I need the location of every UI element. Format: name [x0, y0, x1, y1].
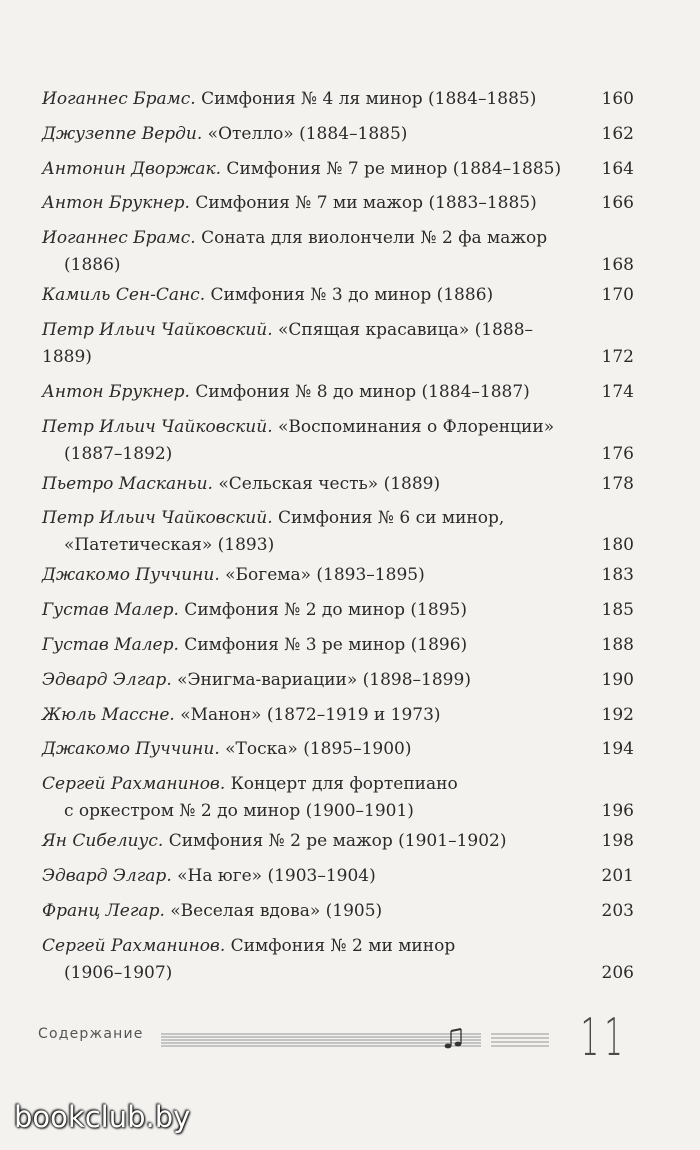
work-title: Симфония № 3 до минор (1886) [205, 285, 494, 306]
page-ref: 203 [601, 900, 634, 921]
work-title: Симфония № 4 ля минор (1884–1885) [195, 89, 537, 109]
page-ref: 166 [601, 193, 634, 214]
page-ref: 170 [601, 285, 634, 306]
page-ref: 206 [601, 962, 634, 983]
toc-entry [42, 225, 634, 279]
composer-name: Жюль Массне. [42, 704, 175, 725]
page-ref: 164 [601, 158, 634, 179]
toc-entry [42, 702, 634, 729]
composer-name: Франц Легар. [42, 900, 165, 921]
page-ref: 196 [601, 801, 634, 822]
work-title: Симфония № 6 си минор, [272, 508, 505, 529]
composer-name: Эдвард Элгар. [42, 669, 172, 690]
composer-name: Камиль Сен-Санс. [42, 285, 206, 306]
page-ref: 174 [601, 381, 634, 402]
composer-name: Петр Ильич Чайковский. [42, 416, 273, 437]
work-title: «Отелло» (1884–1885) [202, 123, 408, 144]
composer-name: Антон Брукнер. [42, 381, 190, 402]
staff-ornament [161, 1028, 591, 1054]
composer-name: Густав Малер. [42, 634, 179, 655]
page-ref: 188 [601, 634, 634, 655]
work-title: Симфония № 2 ре мажор (1901–1902) [163, 831, 507, 852]
composer-name: Сергей Рахманинов. [42, 935, 226, 956]
work-title: Симфония № 3 ре минор (1896) [178, 634, 468, 655]
toc-entry [42, 414, 634, 468]
work-title: «Спящая красавица» (1888–1889) [42, 319, 534, 367]
page-ref: 192 [601, 704, 634, 725]
composer-name: Антонин Дворжак. [42, 158, 222, 179]
page-ref: 160 [601, 89, 634, 109]
work-title: «Веселая вдова» (1905) [164, 900, 383, 921]
work-title: «Богема» (1893–1895) [219, 565, 425, 586]
toc-entry [42, 156, 634, 183]
toc-entry [42, 505, 634, 559]
page-ref: 194 [601, 739, 634, 760]
composer-name: Иоганнес Брамс. [42, 89, 196, 109]
toc-entry [42, 736, 634, 763]
watermark: bookclub.by [14, 1100, 191, 1134]
composer-name: Густав Малер. [42, 600, 179, 621]
composer-name: Петр Ильич Чайковский. [42, 319, 273, 340]
page-ref: 176 [601, 443, 634, 464]
work-title: Соната для виолончели № 2 фа мажор [195, 228, 548, 249]
toc-entry [42, 282, 634, 309]
music-note-icon [445, 1029, 462, 1048]
page-ref: 190 [601, 669, 634, 690]
work-title: «Воспоминания о Флоренции» [272, 416, 555, 437]
composer-name: Антон Брукнер. [42, 193, 190, 214]
toc-entry [42, 632, 634, 659]
work-title-continued: (1887–1892) [64, 443, 173, 464]
composer-name: Пьетро Масканьи. [42, 473, 213, 494]
page-ref: 180 [601, 535, 634, 556]
work-title: «Энигма-вариации» (1898–1899) [171, 669, 471, 690]
page-ref: 198 [601, 831, 634, 852]
composer-name: Джакомо Пуччини. [42, 565, 220, 586]
page-ref: 178 [601, 473, 634, 494]
work-title-continued: (1886) [64, 255, 121, 276]
composer-name: Эдвард Элгар. [42, 865, 172, 886]
work-title: «Манон» (1872–1919 и 1973) [174, 704, 441, 725]
page-footer [38, 1008, 628, 1068]
toc-entry [42, 121, 634, 148]
work-title: Симфония № 8 до минор (1884–1887) [189, 381, 530, 402]
toc-entry [42, 562, 634, 589]
toc-entry [42, 933, 634, 987]
running-head: Содержание [38, 1026, 144, 1042]
page-ref: 183 [601, 565, 634, 586]
toc-entry [42, 863, 634, 890]
toc-entry [42, 86, 634, 113]
work-title-continued: с оркестром № 2 до минор (1900–1901) [64, 801, 414, 822]
composer-name: Сергей Рахманинов. [42, 774, 226, 795]
work-title-continued: (1906–1907) [64, 962, 173, 983]
work-title: «На юге» (1903–1904) [171, 865, 376, 886]
table-of-contents [42, 86, 634, 990]
composer-name: Джакомо Пуччини. [42, 739, 220, 760]
toc-entry [42, 471, 634, 498]
work-title: Симфония № 7 ре минор (1884–1885) [221, 158, 562, 179]
toc-entry [42, 898, 634, 925]
page-ref: 168 [601, 255, 634, 276]
composer-name: Ян Сибелиус. [42, 831, 164, 852]
page-number: 11 [580, 1008, 628, 1068]
page-ref: 162 [601, 123, 634, 144]
toc-entry [42, 597, 634, 624]
page-ref: 201 [601, 865, 634, 886]
toc-entry [42, 317, 634, 371]
work-title: Симфония № 7 ми мажор (1883–1885) [189, 193, 537, 214]
page-ref: 185 [601, 600, 634, 621]
work-title: Концерт для фортепиано [225, 774, 458, 795]
composer-name: Петр Ильич Чайковский. [42, 508, 273, 529]
toc-entry [42, 828, 634, 855]
composer-name: Джузеппе Верди. [42, 123, 203, 144]
work-title: Симфония № 2 до минор (1895) [178, 600, 467, 621]
composer-name: Иоганнес Брамс. [42, 228, 196, 249]
toc-entry [42, 190, 634, 217]
toc-entry [42, 667, 634, 694]
toc-entry [42, 771, 634, 825]
work-title: «Тоска» (1895–1900) [219, 739, 412, 760]
work-title: «Сельская честь» (1889) [212, 473, 441, 494]
toc-entry [42, 379, 634, 406]
work-title-continued: «Патетическая» (1893) [64, 535, 275, 556]
page-ref: 172 [601, 346, 634, 367]
work-title: Симфония № 2 ми минор [225, 935, 456, 956]
